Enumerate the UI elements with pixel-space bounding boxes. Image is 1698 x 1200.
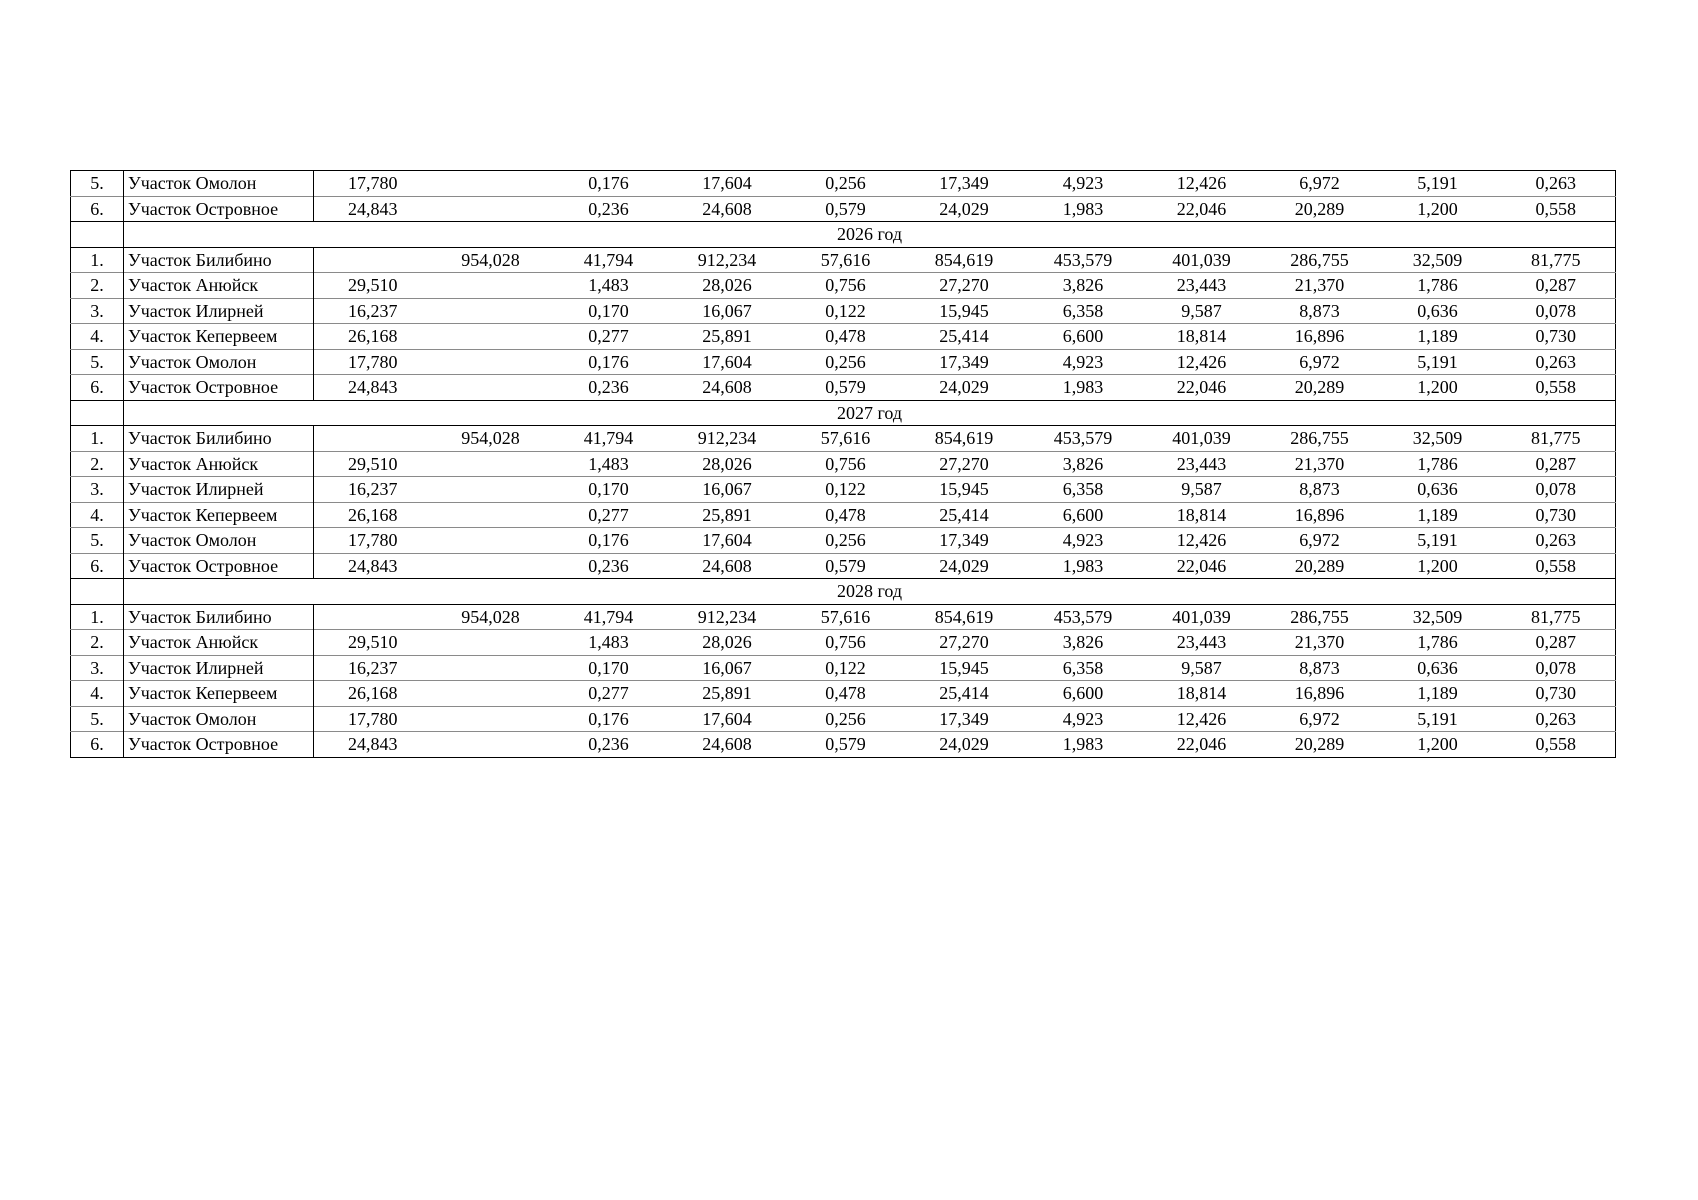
- value-cell: 26,168: [314, 324, 432, 350]
- value-cell: 0,756: [787, 451, 905, 477]
- value-cell: 0,170: [550, 477, 668, 503]
- value-cell: 23,443: [1143, 451, 1261, 477]
- value-cell: 0,579: [787, 196, 905, 222]
- site-name: Участок Анюйск: [124, 273, 314, 299]
- row-number: 5.: [71, 349, 124, 375]
- value-cell: 0,277: [550, 502, 668, 528]
- site-name: Участок Островное: [124, 732, 314, 758]
- value-cell: 0,122: [787, 477, 905, 503]
- value-cell: 21,370: [1261, 451, 1379, 477]
- value-cell: 401,039: [1172, 606, 1231, 627]
- value-cell: 25,414: [905, 502, 1024, 528]
- site-name: Участок Омолон: [124, 706, 314, 732]
- value-cell: 4,923: [1024, 349, 1143, 375]
- table-row: [71, 732, 1616, 758]
- value-cell: 6,358: [1024, 298, 1143, 324]
- value-cell: 0,558: [1497, 375, 1616, 401]
- table-row: [71, 706, 1616, 732]
- value-cell: 0,756: [787, 273, 905, 299]
- year-row: [71, 222, 1616, 248]
- value-cell: 912,234: [697, 249, 757, 270]
- value-cell: 24,843: [314, 553, 432, 579]
- value-cell: 0,636: [1379, 655, 1497, 681]
- value-cell: 16,067: [668, 655, 787, 681]
- value-cell: 23,443: [1143, 630, 1261, 656]
- value-cell: 24,029: [905, 732, 1024, 758]
- value-cell: 0,122: [787, 655, 905, 681]
- value-cell: 0,263: [1535, 173, 1576, 194]
- value-cell: [432, 298, 550, 324]
- value-cell: 12,426: [1143, 706, 1261, 732]
- value-cell: 81,775: [1531, 606, 1581, 627]
- value-cell: 18,814: [1143, 681, 1261, 707]
- value-cell: 28,026: [668, 451, 787, 477]
- value-cell: 6,600: [1024, 324, 1143, 350]
- site-name: Участок Омолон: [124, 528, 314, 554]
- value-cell: [432, 732, 550, 758]
- value-cell: 16,896: [1261, 324, 1379, 350]
- year-label: 2028 год: [124, 579, 1616, 605]
- value-cell: 17,604: [668, 706, 787, 732]
- row-number: 4.: [71, 681, 124, 707]
- value-cell: 20,289: [1261, 553, 1379, 579]
- value-cell: 41,794: [583, 249, 634, 270]
- value-cell: 25,891: [668, 324, 787, 350]
- value-cell: 401,039: [1172, 249, 1231, 270]
- value-cell: 81,775: [1531, 428, 1581, 449]
- value-cell: [432, 375, 550, 401]
- value-cell: 1,189: [1379, 681, 1497, 707]
- value-cell: 0,256: [787, 706, 905, 732]
- value-cell: 0,236: [550, 196, 668, 222]
- row-number: 6.: [71, 375, 124, 401]
- value-cell: 24,843: [314, 375, 432, 401]
- value-cell: 9,587: [1143, 477, 1261, 503]
- value-cell: [432, 451, 550, 477]
- site-name: Участок Билибино: [124, 604, 314, 630]
- value-cell: 1,189: [1379, 324, 1497, 350]
- value-cell: 16,067: [668, 477, 787, 503]
- value-cell: 18,814: [1143, 502, 1261, 528]
- table-row: [71, 426, 1616, 452]
- value-cell: [432, 655, 550, 681]
- value-cell: 27,270: [905, 630, 1024, 656]
- row-number: 2.: [71, 273, 124, 299]
- value-cell: 15,945: [905, 655, 1024, 681]
- value-cell: 1,786: [1379, 451, 1497, 477]
- value-cell: 16,237: [314, 477, 432, 503]
- value-cell: 0,579: [787, 375, 905, 401]
- row-number: 2.: [71, 630, 124, 656]
- value-cell: 1,983: [1024, 375, 1143, 401]
- value-cell: 28,026: [668, 630, 787, 656]
- value-cell: 5,191: [1379, 349, 1497, 375]
- value-cell: 0,558: [1497, 196, 1616, 222]
- site-name: Участок Островное: [124, 196, 314, 222]
- value-cell: 1,200: [1379, 553, 1497, 579]
- value-cell: [432, 706, 550, 732]
- value-cell: 0,287: [1497, 630, 1616, 656]
- value-cell: 22,046: [1143, 375, 1261, 401]
- value-cell: 0,277: [550, 681, 668, 707]
- row-number: 6.: [71, 553, 124, 579]
- value-cell: 0,263: [1497, 528, 1616, 554]
- value-cell: 41,794: [583, 428, 634, 449]
- data-table: [70, 170, 1616, 758]
- value-cell: 24,029: [905, 196, 1024, 222]
- value-cell: 24,608: [668, 732, 787, 758]
- value-cell: 0,478: [787, 502, 905, 528]
- value-cell: 15,945: [905, 477, 1024, 503]
- value-cell: 1,786: [1379, 273, 1497, 299]
- table-row: [71, 528, 1616, 554]
- value-cell: 286,755: [1290, 606, 1349, 627]
- value-cell: 1,786: [1379, 630, 1497, 656]
- value-cell: 0,256: [825, 173, 866, 194]
- year-row: [71, 579, 1616, 605]
- site-name: Участок Илирней: [124, 477, 314, 503]
- value-cell: 17,780: [314, 349, 432, 375]
- value-cell: 25,891: [668, 502, 787, 528]
- table-row: [71, 171, 1616, 197]
- value-cell: 17,349: [939, 173, 989, 194]
- row-number: 3.: [71, 655, 124, 681]
- site-name: Участок Кепервеем: [124, 502, 314, 528]
- value-cell: 22,046: [1143, 196, 1261, 222]
- value-cell: 4,923: [1062, 173, 1104, 194]
- value-cell: 912,234: [697, 606, 757, 627]
- site-name: Участок Илирней: [124, 655, 314, 681]
- site-name: Участок Островное: [124, 553, 314, 579]
- value-cell: 0,236: [550, 375, 668, 401]
- row-number: 4.: [71, 502, 124, 528]
- value-cell: 1,983: [1024, 196, 1143, 222]
- value-cell: 0,078: [1497, 298, 1616, 324]
- value-cell: 854,619: [934, 606, 994, 627]
- value-cell: 1,200: [1379, 732, 1497, 758]
- row-number: 2.: [71, 451, 124, 477]
- value-cell: 6,972: [1299, 173, 1340, 194]
- table-row: [71, 630, 1616, 656]
- value-cell: 3,826: [1024, 630, 1143, 656]
- value-cell: 24,843: [314, 732, 432, 758]
- value-cell: 0,287: [1497, 451, 1616, 477]
- value-cell: 17,604: [668, 528, 787, 554]
- value-cell: 17,780: [348, 173, 398, 194]
- value-cell: 954,028: [461, 249, 520, 270]
- value-cell: 24,843: [314, 196, 432, 222]
- value-cell: [432, 349, 550, 375]
- value-cell: 20,289: [1261, 732, 1379, 758]
- value-cell: 1,483: [550, 630, 668, 656]
- table-row: [71, 604, 1616, 630]
- value-cell: [432, 528, 550, 554]
- value-cell: 0,263: [1497, 349, 1616, 375]
- value-cell: 0,170: [550, 298, 668, 324]
- value-cell: 0,078: [1497, 655, 1616, 681]
- value-cell: 6,972: [1261, 528, 1379, 554]
- table-row: [71, 273, 1616, 299]
- value-cell: 25,414: [905, 681, 1024, 707]
- value-cell: 81,775: [1531, 249, 1581, 270]
- value-cell: 0,236: [550, 732, 668, 758]
- value-cell: 15,945: [905, 298, 1024, 324]
- value-cell: 0,176: [588, 173, 629, 194]
- value-cell: 17,349: [905, 349, 1024, 375]
- value-cell: 8,873: [1261, 477, 1379, 503]
- value-cell: 0,636: [1379, 298, 1497, 324]
- site-name: Участок Билибино: [124, 247, 314, 273]
- table-row: [71, 451, 1616, 477]
- table-row: [71, 298, 1616, 324]
- value-cell: 57,616: [820, 428, 871, 449]
- value-cell: 0,122: [787, 298, 905, 324]
- value-cell: 26,168: [314, 502, 432, 528]
- value-cell: 12,426: [1143, 528, 1261, 554]
- table-row: [71, 655, 1616, 681]
- table-row: [71, 247, 1616, 273]
- value-cell: 1,200: [1379, 375, 1497, 401]
- value-cell: 57,616: [820, 249, 871, 270]
- value-cell: 0,256: [787, 528, 905, 554]
- site-name: Участок Островное: [124, 375, 314, 401]
- table-row: [71, 349, 1616, 375]
- value-cell: 1,483: [550, 273, 668, 299]
- value-cell: 17,604: [668, 349, 787, 375]
- value-cell: 0,176: [550, 528, 668, 554]
- value-cell: 0,730: [1497, 502, 1616, 528]
- site-name: Участок Кепервеем: [124, 681, 314, 707]
- value-cell: 0,256: [787, 349, 905, 375]
- value-cell: 32,509: [1412, 606, 1463, 627]
- value-cell: 21,370: [1261, 273, 1379, 299]
- value-cell: 29,510: [314, 451, 432, 477]
- table-body: [71, 171, 1616, 758]
- site-name: Участок Омолон: [124, 349, 314, 375]
- value-cell: 6,358: [1024, 477, 1143, 503]
- value-cell: 6,600: [1024, 502, 1143, 528]
- row-number: 1.: [71, 426, 124, 452]
- value-cell: 1,483: [550, 451, 668, 477]
- year-row-blank-cell: [71, 400, 124, 426]
- value-cell: 8,873: [1261, 655, 1379, 681]
- value-cell: 17,780: [314, 528, 432, 554]
- value-cell: 0,263: [1497, 706, 1616, 732]
- year-row-blank-cell: [71, 222, 124, 248]
- value-cell: 0,579: [787, 553, 905, 579]
- value-cell: 3,826: [1024, 451, 1143, 477]
- row-number: 4.: [71, 324, 124, 350]
- value-cell: 0,558: [1497, 553, 1616, 579]
- value-cell: [432, 553, 550, 579]
- value-cell: 286,755: [1290, 428, 1349, 449]
- table-row: [71, 681, 1616, 707]
- value-cell: 9,587: [1143, 298, 1261, 324]
- value-cell: 453,579: [1053, 428, 1113, 449]
- value-cell: 26,168: [314, 681, 432, 707]
- row-number: 5.: [71, 528, 124, 554]
- value-cell: 25,891: [668, 681, 787, 707]
- table-row: [71, 502, 1616, 528]
- value-cell: 17,349: [905, 706, 1024, 732]
- value-cell: 32,509: [1412, 428, 1463, 449]
- value-cell: 954,028: [461, 606, 520, 627]
- row-number: 5.: [71, 706, 124, 732]
- value-cell: 401,039: [1172, 428, 1231, 449]
- value-cell: 0,478: [787, 681, 905, 707]
- value-cell: 854,619: [934, 428, 994, 449]
- value-cell: 23,443: [1143, 273, 1261, 299]
- value-cell: 0,756: [787, 630, 905, 656]
- value-cell: 17,780: [314, 706, 432, 732]
- value-cell: [432, 324, 550, 350]
- value-cell: 854,619: [934, 249, 994, 270]
- value-cell: 912,234: [697, 428, 757, 449]
- value-cell: 17,604: [702, 173, 752, 194]
- value-cell: 8,873: [1261, 298, 1379, 324]
- value-cell: 0,730: [1497, 681, 1616, 707]
- value-cell: 20,289: [1261, 375, 1379, 401]
- site-name: Участок Билибино: [124, 426, 314, 452]
- table-row: [71, 196, 1616, 222]
- value-cell: 1,983: [1024, 732, 1143, 758]
- value-cell: [432, 196, 550, 222]
- row-number: 6.: [71, 732, 124, 758]
- value-cell: 6,972: [1261, 349, 1379, 375]
- value-cell: 24,029: [905, 553, 1024, 579]
- value-cell: 453,579: [1053, 249, 1113, 270]
- value-cell: 286,755: [1290, 249, 1349, 270]
- site-name: Участок Омолон: [124, 171, 314, 197]
- value-cell: 25,414: [905, 324, 1024, 350]
- value-cell: 41,794: [583, 606, 634, 627]
- value-cell: 0,730: [1497, 324, 1616, 350]
- row-number: 5.: [71, 171, 124, 197]
- value-cell: 4,923: [1024, 528, 1143, 554]
- value-cell: 22,046: [1143, 732, 1261, 758]
- row-number: 1.: [71, 247, 124, 273]
- value-cell: [432, 502, 550, 528]
- value-cell: [314, 247, 432, 273]
- site-name: Участок Анюйск: [124, 630, 314, 656]
- value-cell: [432, 171, 550, 197]
- value-cell: 6,972: [1261, 706, 1379, 732]
- value-cell: 27,270: [905, 451, 1024, 477]
- value-cell: 29,510: [314, 630, 432, 656]
- year-label: 2027 год: [124, 400, 1616, 426]
- value-cell: 6,358: [1024, 655, 1143, 681]
- value-cell: 16,237: [314, 298, 432, 324]
- value-cell: 3,826: [1024, 273, 1143, 299]
- value-cell: 5,191: [1379, 528, 1497, 554]
- value-cell: 0,579: [787, 732, 905, 758]
- value-cell: [432, 681, 550, 707]
- value-cell: 1,983: [1024, 553, 1143, 579]
- row-number: 3.: [71, 477, 124, 503]
- value-cell: 21,370: [1261, 630, 1379, 656]
- value-cell: 1,200: [1379, 196, 1497, 222]
- value-cell: 0,170: [550, 655, 668, 681]
- value-cell: 17,349: [905, 528, 1024, 554]
- value-cell: 0,176: [550, 706, 668, 732]
- value-cell: 16,896: [1261, 681, 1379, 707]
- value-cell: 954,028: [461, 428, 520, 449]
- value-cell: 4,923: [1024, 706, 1143, 732]
- value-cell: [432, 477, 550, 503]
- year-label: 2026 год: [124, 222, 1616, 248]
- site-name: Участок Кепервеем: [124, 324, 314, 350]
- value-cell: 0,078: [1497, 477, 1616, 503]
- value-cell: 12,426: [1176, 173, 1227, 194]
- value-cell: 20,289: [1261, 196, 1379, 222]
- value-cell: [432, 630, 550, 656]
- value-cell: 32,509: [1412, 249, 1463, 270]
- value-cell: 6,600: [1024, 681, 1143, 707]
- value-cell: 0,636: [1379, 477, 1497, 503]
- table-row: [71, 477, 1616, 503]
- value-cell: 0,287: [1497, 273, 1616, 299]
- value-cell: 27,270: [905, 273, 1024, 299]
- value-cell: 16,896: [1261, 502, 1379, 528]
- row-number: 1.: [71, 604, 124, 630]
- site-name: Участок Илирней: [124, 298, 314, 324]
- value-cell: 12,426: [1143, 349, 1261, 375]
- row-number: 6.: [71, 196, 124, 222]
- value-cell: 5,191: [1417, 173, 1458, 194]
- table-row: [71, 553, 1616, 579]
- value-cell: [432, 273, 550, 299]
- value-cell: 22,046: [1143, 553, 1261, 579]
- value-cell: 29,510: [314, 273, 432, 299]
- value-cell: 0,558: [1497, 732, 1616, 758]
- value-cell: 0,236: [550, 553, 668, 579]
- value-cell: 24,608: [668, 196, 787, 222]
- value-cell: 16,237: [314, 655, 432, 681]
- row-number: 3.: [71, 298, 124, 324]
- year-row: [71, 400, 1616, 426]
- year-row-blank-cell: [71, 579, 124, 605]
- value-cell: 24,608: [668, 375, 787, 401]
- table-row: [71, 324, 1616, 350]
- value-cell: 5,191: [1379, 706, 1497, 732]
- value-cell: 0,277: [550, 324, 668, 350]
- value-cell: [314, 426, 432, 452]
- value-cell: 57,616: [820, 606, 871, 627]
- value-cell: 24,608: [668, 553, 787, 579]
- value-cell: 24,029: [905, 375, 1024, 401]
- value-cell: 28,026: [668, 273, 787, 299]
- value-cell: 1,189: [1379, 502, 1497, 528]
- value-cell: 9,587: [1143, 655, 1261, 681]
- value-cell: [314, 604, 432, 630]
- value-cell: 18,814: [1143, 324, 1261, 350]
- value-cell: 16,067: [668, 298, 787, 324]
- site-name: Участок Анюйск: [124, 451, 314, 477]
- value-cell: 0,176: [550, 349, 668, 375]
- value-cell: 453,579: [1053, 606, 1113, 627]
- value-cell: 0,478: [787, 324, 905, 350]
- table-row: [71, 375, 1616, 401]
